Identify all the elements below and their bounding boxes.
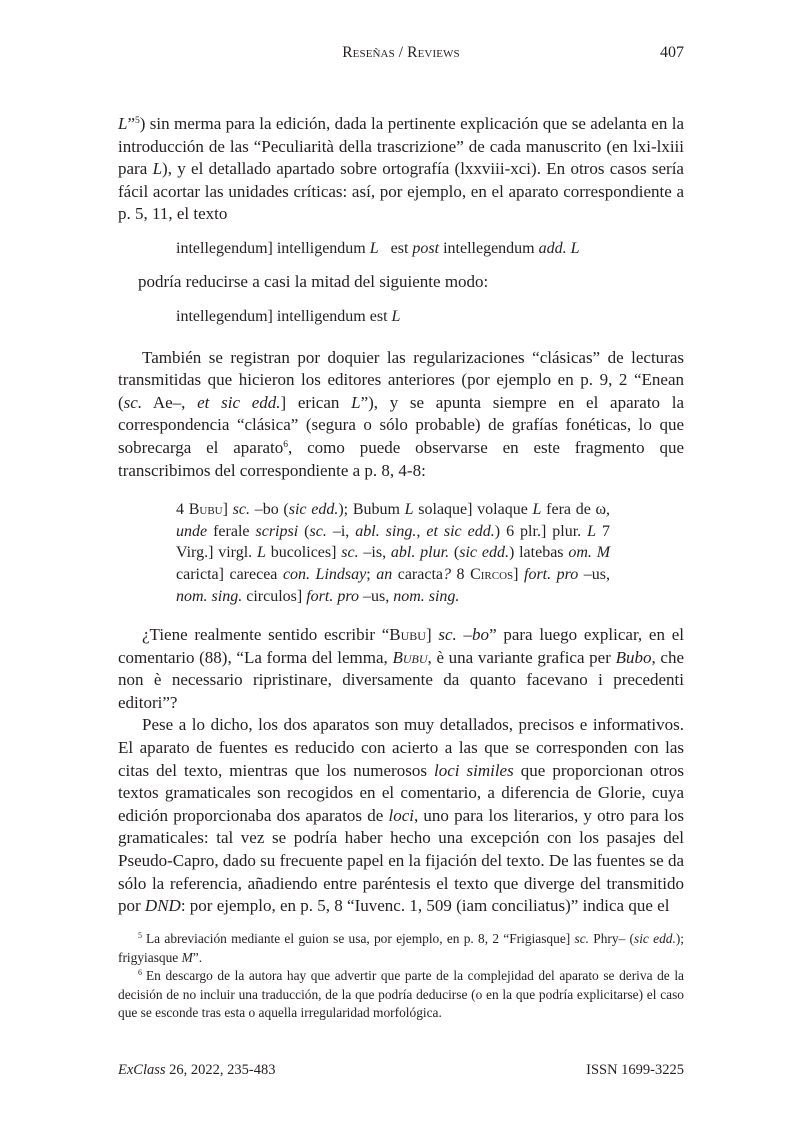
paragraph-aparatos: Pese a lo dicho, los dos aparatos son muy detallados, precisos e informativos. El aparato de fuentes es reducido con acierto a las que se corresponden con las citas del texto, mientras que los numerosos loci similes que proporcionan otros textos gramaticales son recogidos en el comentario, a diferencia de Glorie, cuya edición proporcionaba dos aparatos de loci, uno para los literarios, y otro para los gramaticales: tal vez se podría haber hecho una excepción con los pasajes del Pseudo-Capro, dado su frecuente papel en la fijación del texto. De las fuentes se da sólo la referencia, añadiendo entre paréntesis el texto que diverge del transmitido por DND: por ejemplo, en p. 5, 8 “Iuvenc. 1, 509 (iam conciliatus)” indica que el	[118, 715, 684, 916]
body-text	[118, 113, 684, 918]
paragraph-regularizaciones: También se registran por doquier las regularizaciones “clásicas” de lecturas transmitidas que hicieron los editores anteriores (por ejemplo en p. 9, 2 “Enean (sc. Ae–, et sic edd.] erican L”), y se apunta siempre en el aparato la correspondencia “clásica” (segura o sólo probable) de grafías fonéticas, lo que sobrecarga el aparato$^6$, como puede observarse en este fragmento que transcribimos del correspondiente a p. 8, 4-8:	[118, 347, 685, 480]
journal-name: ExClass	[118, 1062, 166, 1078]
example-apparatus-shortened: intellegendum] intelligendum est L	[176, 307, 401, 325]
footnote-6: $^6$ En descargo de la autora hay que advertir que parte de la complejidad del aparato se deriva de la decisión de no incluir una traducción, de la que podría deducirse (o en la que podría explicitarse) el caso que se esconde tras esta o aquella irregularidad morfológica.	[118, 968, 684, 1021]
footnote-5: $^5$ La abreviación mediante el guion se usa, por ejemplo, en p. 8, 2 “Frigiasque] sc. Phry– (sic edd.); frigyiasque M”.	[118, 931, 685, 965]
issn: ISSN 1699-3225	[586, 1062, 684, 1078]
footnote-ref-5[interactable]: 5	[135, 116, 140, 126]
footnote-number: 6	[138, 968, 142, 978]
journal-citation: ExClass 26, 2022, 235-483	[118, 1062, 276, 1078]
footnotes	[118, 930, 684, 1023]
running-title: Reseñas / Reviews	[342, 44, 460, 61]
paragraph-continuation: L”$^5$) sin merma para la edición, dada la pertinente explicación que se adelanta en la introducción de las “Peculiarità della trascrizione” de cada manuscrito (en lxi-lxiii para L), y el detallado apartado sobre ortografía (lxxviii-xci). En otros casos sería fácil acortar las unidades críticas: así, por ejemplo, en el aparato correspondiente a p. 5, 11, el texto	[118, 114, 684, 224]
example-apparatus-entry: intellegendum] intelligendum L est post intellegendum add. L	[176, 239, 580, 257]
running-head	[118, 44, 684, 64]
paragraph-transition: podría reducirse a casi la mitad del siguiente modo:	[138, 271, 489, 291]
apparatus-fragment: 4 Bubu] sc. –bo (sic edd.); Bubum L solaque] volaque L fera de ω, unde ferale scripsi (sc. –i, abl. sing., et sic edd.) 6 plr.] plur. L 7 Virg.] virgl. L bucolices] sc. –is, abl. plur. (sic edd.) latebas om. M caricta] carecea con. Lindsay; an caracta? 8 Circos] fort. pro –us, nom. sing. circulos] fort. pro –us, nom. sing.	[176, 501, 611, 605]
paragraph-question: ¿Tiene realmente sentido escribir “Bubu] sc. –bo” para luego explicar, en el comentario (88), “La forma del lemma, Bubu, è una variante grafica per Bubo, che non è necessario ripristinare, diversamente da quanto facevano i precedenti editori”?	[118, 625, 684, 712]
page-number: 407	[660, 44, 684, 61]
footnote-ref-6[interactable]: 6	[283, 439, 289, 450]
manuscript-siglum: L	[118, 114, 128, 133]
footnote-number: 5	[138, 931, 142, 940]
